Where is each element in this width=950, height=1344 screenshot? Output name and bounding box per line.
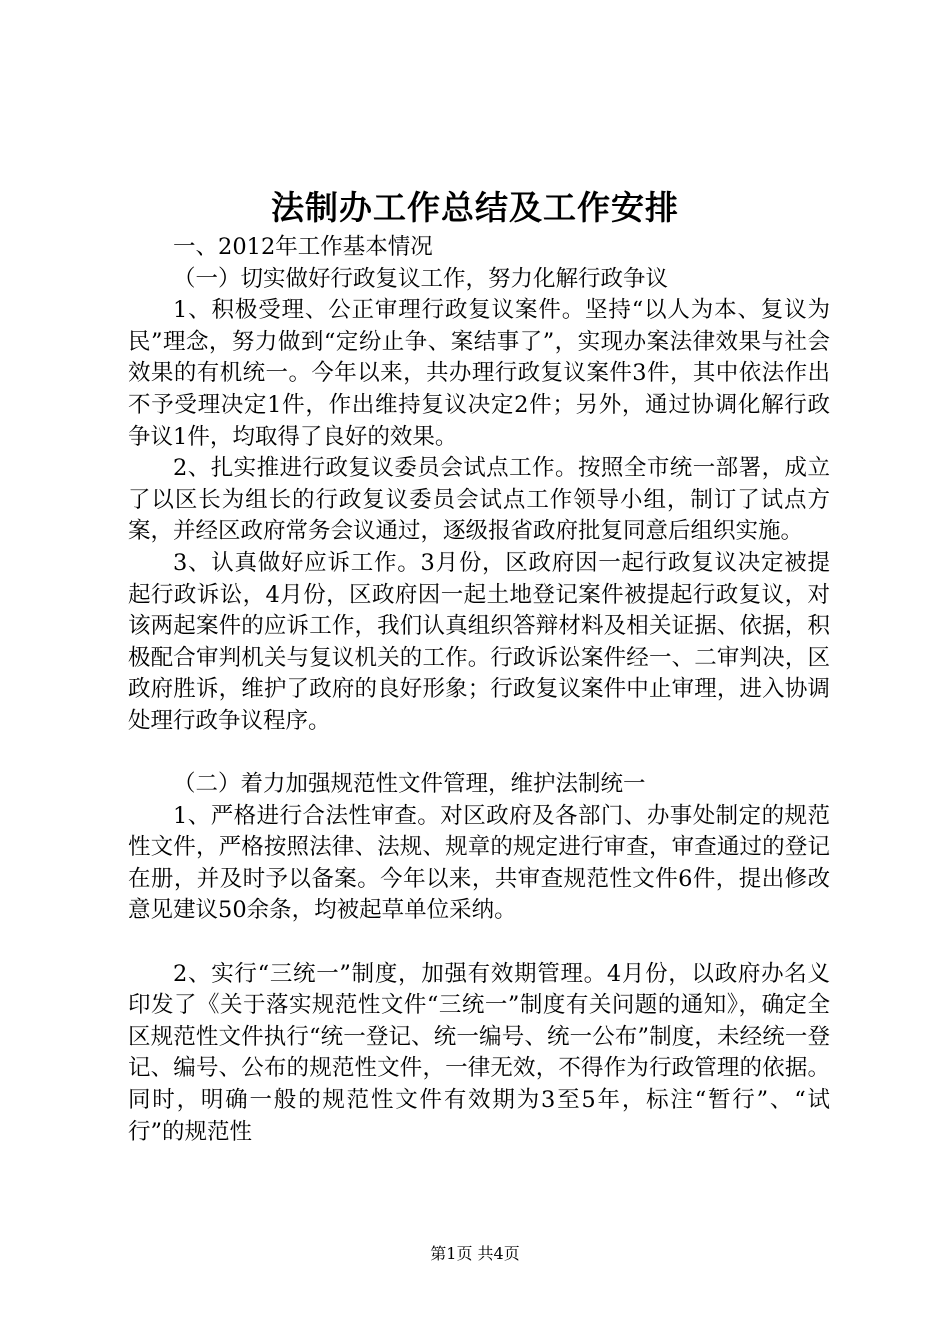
paragraph: 3、认真做好应诉工作。3月份，区政府因一起行政复议决定被提起行政诉讼，4月份，区政府因一起土地登记案件被提起行政复议，对该两起案件的应诉工作，我们认真组织答辩材料及相关证据、依据，积极配合审判机关与复议机关的工作。行政诉讼案件经一、二审判决，区政府胜诉，维护了政府的良好形象；行政复议案件中止审理，进入协调处理行政争议程序。 — [128, 549, 830, 734]
paragraph-gap — [128, 738, 830, 770]
subsection-heading: （二）着力加强规范性文件管理，维护法制统一 — [173, 771, 646, 798]
paragraph: 2、实行“三统一”制度，加强有效期管理。4月份，以政府办名义印发了《关于落实规范性文件“三统一”制度有关问题的通知》，确定全区规范性文件执行“统一登记、统一编号、统一公布”制度，未经统一登记、编号、公布的规范性文件，一律无效，不得作为行政管理的依据。同时，明确一般的规范性文件有效期为3至5年，标注“暂行”、“试行”的规范性 — [128, 960, 830, 1145]
section-heading: 一、2012年工作基本情况 — [173, 234, 433, 260]
document-title: 法制办工作总结及工作安排 — [271, 188, 679, 227]
page-footer: 第1页 共4页 — [430, 1244, 520, 1263]
document-body — [128, 232, 830, 1148]
paragraph-gap — [128, 927, 830, 959]
paragraph: 2、扎实推进行政复议委员会试点工作。按照全市统一部署，成立了以区长为组长的行政复议委员会试点工作领导小组，制订了试点方案，并经区政府常务会议通过，逐级报省政府批复同意后组织实施。 — [128, 455, 830, 545]
paragraph: 1、严格进行合法性审查。对区政府及各部门、办事处制定的规范性文件，严格按照法律、法规、规章的规定进行审查，审查通过的登记在册，并及时予以备案。今年以来，共审查规范性文件6件，提出修改意见建议50余条，均被起草单位采纳。 — [128, 802, 830, 924]
subsection-heading: （一）切实做好行政复议工作，努力化解行政争议 — [173, 265, 669, 292]
paragraph: 1、积极受理、公正审理行政复议案件。坚持“以人为本、复议为民”理念，努力做到“定纷止争、案结事了”，实现办案法律效果与社会效果的有机统一。今年以来，共办理行政复议案件3件，其中依法作出不予受理决定1件，作出维持复议决定2件；另外，通过协调化解行政争议1件，均取得了良好的效果。 — [128, 297, 830, 450]
